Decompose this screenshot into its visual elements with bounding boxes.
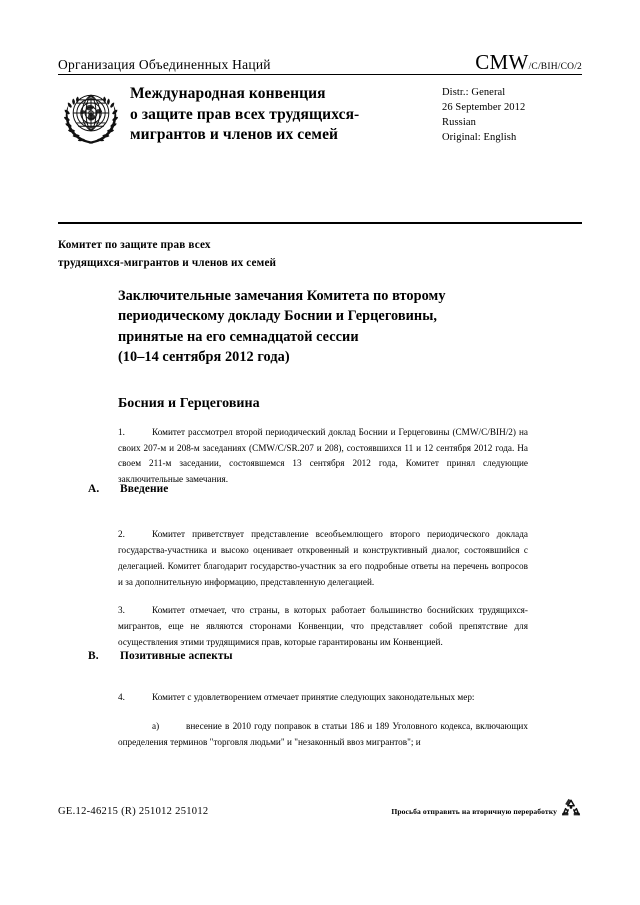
paragraph-4a bbox=[118, 719, 528, 751]
paragraph-4-number: 4. bbox=[118, 691, 125, 702]
distribution-type: Distr.: General bbox=[442, 87, 506, 98]
header-divider bbox=[58, 74, 582, 75]
paragraph-1-number: 1. bbox=[118, 426, 125, 437]
paragraph-2 bbox=[118, 527, 528, 590]
paragraph-4-text: Комитет с удовлетворением отмечает принятие следующих законодательных мер: bbox=[152, 691, 475, 702]
paragraph-3-text: Комитет отмечает, что страны, в которых работает большинство боснийских трудящихся-мигрантов, еще не являются сторонами Конвенции, что представляет собой препятствие для осуществления этими трудящимися прав, которые гарантированы им Конвенцией. bbox=[118, 605, 528, 648]
document-body bbox=[118, 286, 528, 750]
paragraph-2-number: 2. bbox=[118, 529, 125, 540]
committee-name-line-2: трудящихся-мигрантов и членов их семей bbox=[58, 257, 277, 270]
page-title-line-3: принятые на его семнадцатой сессии bbox=[118, 328, 359, 345]
page-title bbox=[118, 286, 528, 368]
page-title-line-2: периодическому докладу Боснии и Герцеговины, bbox=[118, 308, 438, 325]
un-emblem-icon bbox=[58, 84, 124, 150]
paragraph-4a-number: a) bbox=[152, 720, 160, 731]
section-a-letter: A. bbox=[88, 483, 100, 495]
section-heading-a bbox=[88, 483, 558, 495]
page-footer bbox=[58, 798, 582, 824]
distribution-original: Original: English bbox=[442, 131, 517, 143]
document-symbol-suffix: /C/BIH/CO/2 bbox=[528, 62, 582, 72]
section-b-title: Позитивные аспекты bbox=[120, 650, 233, 662]
paragraph-4a-text: внесение в 2010 году поправок в статьи 186 и 189 Уголовного кодекса, включающих определения терминов "торговля людьми" и "незаконный ввоз мигрантов"; и bbox=[118, 720, 528, 747]
section-heading-b bbox=[88, 650, 558, 662]
section-a-title: Введение bbox=[120, 483, 169, 495]
recycle-notice bbox=[391, 798, 582, 824]
paragraph-4 bbox=[118, 690, 528, 706]
masthead bbox=[58, 52, 582, 73]
document-symbol-main: CMW bbox=[475, 50, 529, 74]
distribution-block bbox=[442, 82, 582, 146]
page-title-line-4: (10–14 сентября 2012 года) bbox=[118, 349, 290, 366]
paragraph-3 bbox=[118, 603, 528, 650]
title-divider bbox=[58, 222, 582, 224]
paragraph-2-text: Комитет приветствует представление всеобъемлющего второго периодического доклада государства-участника и высоко оценивает откровенный и конструктивный диалог, состоявшийся с делегацией. Комитет благодарит государство-участник за его подробные ответы на перечень вопросов и за дополнительную информацию, представленную делегацией. bbox=[118, 529, 528, 587]
organization-name: Организация Объединенных Наций bbox=[58, 57, 271, 73]
distribution-date: 26 September 2012 bbox=[442, 101, 526, 113]
convention-title bbox=[130, 82, 436, 146]
paragraph-1-text: Комитет рассмотрел второй периодический доклад Боснии и Герцеговины (CMW/C/BIH/2) на своих 207-м и 208-м заседаниях (CMW/C/SR.207 и 208), состоявшихся 11 и 12 сентября 2012 года. На своем 211-м заседании, состоявшемся 13 сентября 2012 года, Комитет принял следующие заключительные замечания. bbox=[118, 426, 528, 485]
recycle-text: Просьба отправить на вторичную переработку bbox=[391, 806, 557, 816]
country-heading: Босния и Герцеговина bbox=[118, 395, 260, 411]
paragraph-3-number: 3. bbox=[118, 605, 125, 616]
ge-symbol: GE.12-46215 (R) 251012 251012 bbox=[58, 805, 209, 817]
committee-name-line-1: Комитет по защите прав всех bbox=[58, 239, 211, 251]
recycling-icon bbox=[560, 798, 582, 818]
header-block bbox=[58, 82, 582, 150]
document-symbol bbox=[475, 52, 582, 73]
section-b-letter: B. bbox=[88, 650, 99, 662]
committee-name bbox=[58, 236, 478, 272]
distribution-language: Russian bbox=[442, 116, 476, 128]
paragraph-1 bbox=[118, 425, 528, 488]
convention-title-line-2: о защите прав всех трудящихся- bbox=[130, 105, 360, 123]
page-title-line-1: Заключительные замечания Комитета по второму bbox=[118, 288, 446, 304]
convention-title-line-3: мигрантов и членов их семей bbox=[130, 126, 339, 144]
convention-title-line-1: Международная конвенция bbox=[130, 85, 326, 102]
